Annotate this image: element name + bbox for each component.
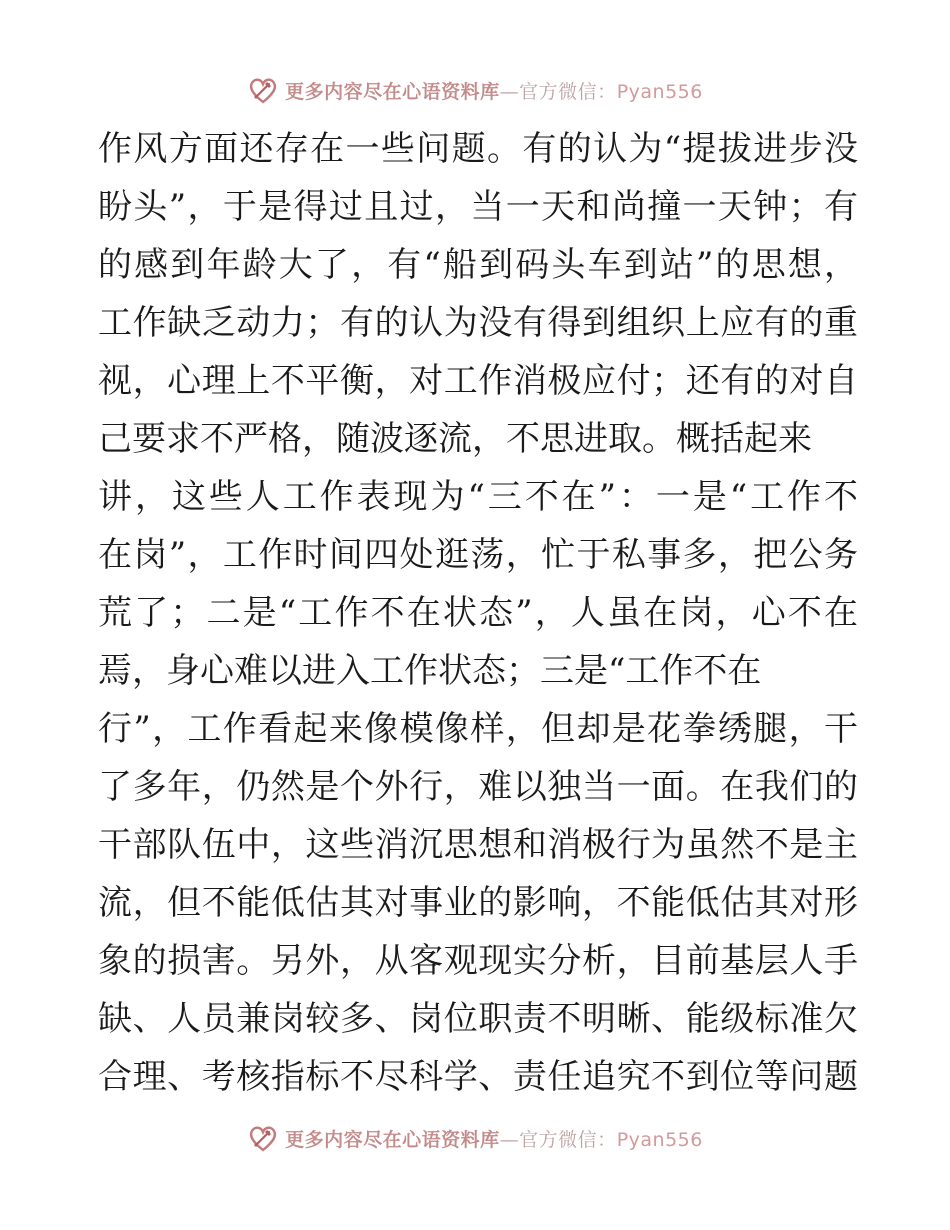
watermark-wechat-label: 官方微信： <box>519 80 617 103</box>
text-line: 在岗”，工作时间四处逛荡，忙于私事多，把公务 <box>98 535 858 575</box>
watermark-text <box>285 77 703 104</box>
text-line: 缺、人员兼岗较多、岗位职责不明晰、能级标准欠 <box>98 999 858 1039</box>
text-line: 荒了；二是“工作不在状态”，人虽在岗，心不在 <box>98 593 858 633</box>
text-line: 讲，这些人工作表现为“三不在”：一是“工作不 <box>98 477 858 517</box>
text-line: 流，但不能低估其对事业的影响，不能低估其对形 <box>98 883 858 923</box>
watermark-separator: — <box>499 1128 520 1151</box>
watermark-wechat-id: Pyan556 <box>616 1128 703 1151</box>
watermark-wechat-label: 官方微信： <box>519 1128 617 1151</box>
text-line: 视，心理上不平衡，对工作消极应付；还有的对自 <box>98 361 858 401</box>
watermark-wechat-id: Pyan556 <box>616 80 703 103</box>
text-line: 象的损害。另外，从客观现实分析，目前基层人手 <box>98 941 858 981</box>
watermark-text <box>285 1125 703 1152</box>
text-line: 行”，工作看起来像模像样，但却是花拳绣腿，干 <box>98 709 858 749</box>
text-line: 作风方面还存在一些问题。有的认为“提拔进步没 <box>98 129 858 169</box>
footer-watermark <box>0 1118 950 1158</box>
watermark-brand: 更多内容尽在心语资料库 <box>285 80 500 103</box>
heart-pen-logo-icon <box>247 1122 279 1154</box>
text-line: 了多年，仍然是个外行，难以独当一面。在我们的 <box>98 767 858 807</box>
text-line: 合理、考核指标不尽科学、责任追究不到位等问题 <box>98 1057 858 1097</box>
text-line: 干部队伍中，这些消沉思想和消极行为虽然不是主 <box>98 825 858 865</box>
header-watermark <box>0 70 950 110</box>
text-line: 的感到年龄大了，有“船到码头车到站”的思想， <box>98 245 858 285</box>
text-line: 盼头”，于是得过且过，当一天和尚撞一天钟；有 <box>98 187 858 227</box>
heart-pen-logo-icon <box>247 74 279 106</box>
watermark-separator: — <box>499 80 520 103</box>
text-line: 己要求不严格，随波逐流，不思进取。概括起来 <box>98 419 812 459</box>
document-body <box>98 120 858 1106</box>
text-line: 工作缺乏动力；有的认为没有得到组织上应有的重 <box>98 303 858 343</box>
text-line: 焉，身心难以进入工作状态；三是“工作不在 <box>98 651 762 691</box>
watermark-brand: 更多内容尽在心语资料库 <box>285 1128 500 1151</box>
